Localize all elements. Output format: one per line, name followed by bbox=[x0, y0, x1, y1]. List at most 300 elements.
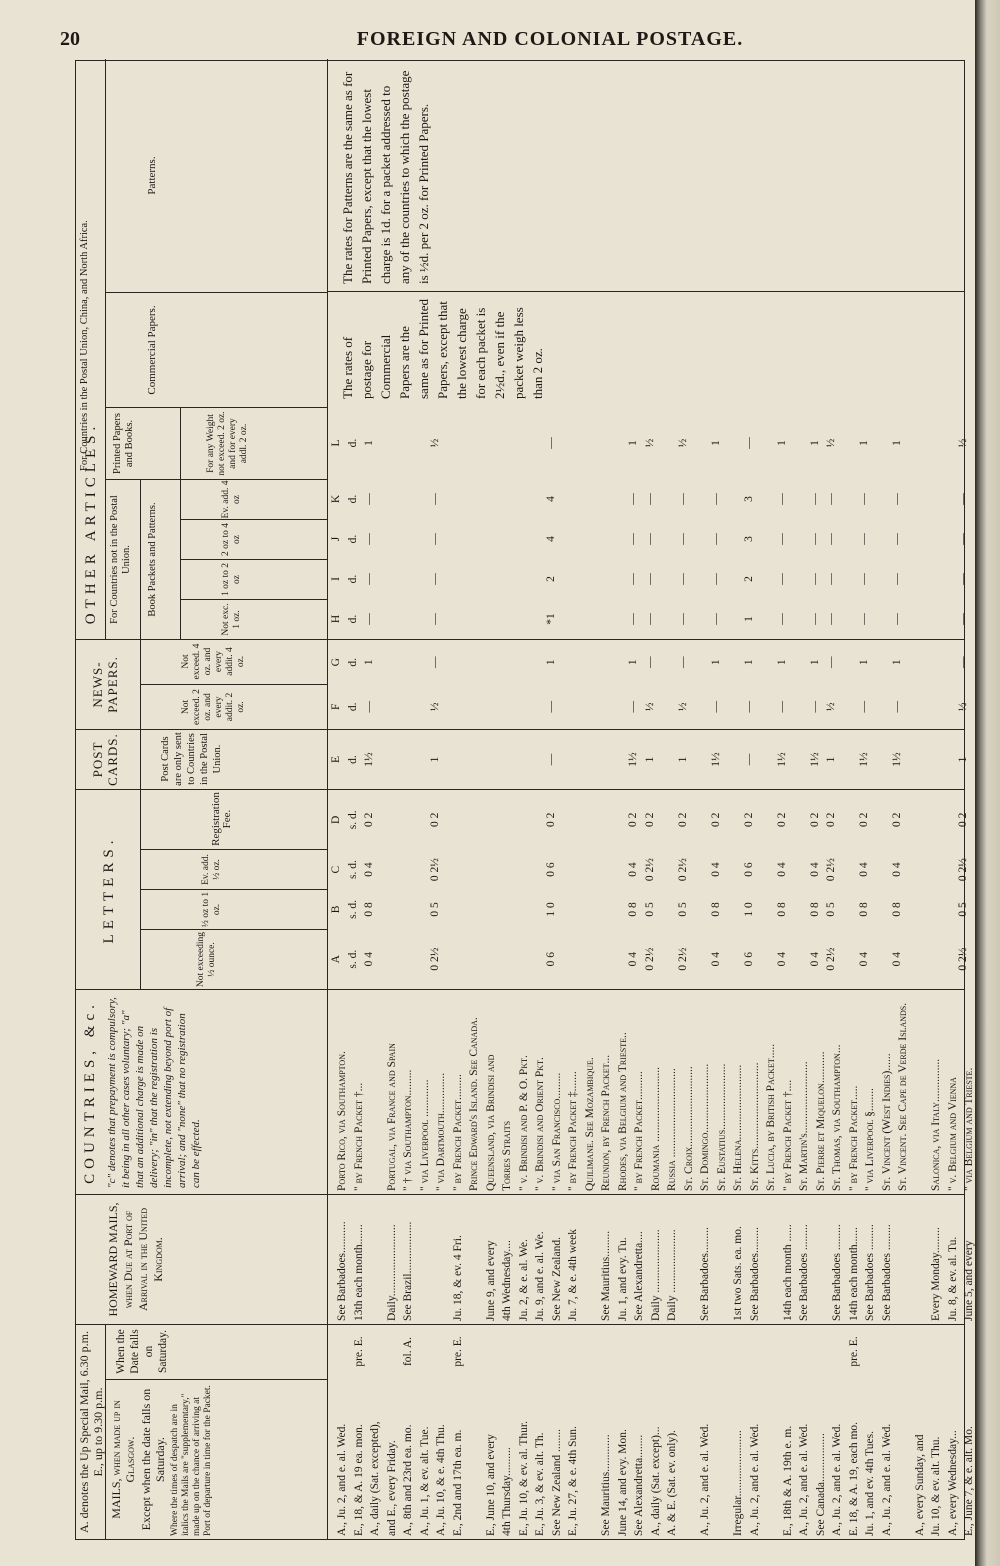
other-articles-cell: 1 bbox=[627, 440, 639, 446]
other-articles-cell bbox=[477, 479, 494, 519]
other-articles-cell bbox=[460, 599, 477, 639]
newspapers-cell bbox=[873, 640, 890, 685]
other-articles-cell bbox=[790, 479, 807, 519]
letters-cell bbox=[724, 790, 741, 850]
other-articles-row bbox=[741, 407, 758, 639]
letters-cell: 0 6 bbox=[742, 862, 755, 877]
homeward-row: Daily......................... bbox=[385, 1224, 398, 1321]
letters-row bbox=[592, 790, 609, 989]
post-cards-cell bbox=[592, 730, 609, 789]
other-articles-cell bbox=[691, 519, 708, 559]
newspapers-cell: — bbox=[891, 701, 903, 713]
newspapers-cell: 1 bbox=[627, 659, 639, 666]
saturday-row bbox=[829, 1324, 846, 1379]
post-cards-cell bbox=[691, 730, 708, 789]
newspapers-cell bbox=[493, 685, 510, 730]
newspapers-cell bbox=[691, 640, 708, 685]
other-articles-cell bbox=[460, 519, 477, 559]
other-articles-cell bbox=[526, 479, 543, 519]
country-row: Reunion, by French Packet... bbox=[600, 1054, 612, 1191]
other-articles-row bbox=[823, 407, 840, 639]
saturday-row bbox=[714, 1324, 731, 1379]
letters-cell bbox=[559, 890, 576, 930]
other-articles-cell bbox=[873, 559, 890, 599]
other-sub-k: Ev. add. 4 oz bbox=[181, 479, 328, 519]
other-sub-l: For any Weight not exceed. 2 oz. and for every addl. 2 oz. bbox=[181, 407, 328, 479]
letters-cell bbox=[906, 890, 923, 930]
other-articles-cell: — bbox=[775, 573, 788, 585]
mails-row: Irregular....................... bbox=[732, 1430, 744, 1536]
newspapers-cell bbox=[477, 685, 494, 730]
other-articles-cell bbox=[840, 519, 857, 559]
newspapers-cell: — bbox=[957, 656, 969, 668]
post-cards-note: Post Cards are only sent to Countries in the Postal Union. bbox=[141, 729, 328, 789]
newspapers-cell bbox=[939, 685, 956, 730]
newspapers-row bbox=[576, 640, 593, 729]
country-row: St. Thomas, via Southampton... bbox=[831, 1044, 843, 1191]
newspapers-row bbox=[939, 640, 956, 729]
other-articles-cell bbox=[592, 479, 609, 519]
mails-row: E., 18th & A. 19th e. m. bbox=[781, 1425, 794, 1536]
other-articles-row bbox=[625, 407, 642, 639]
newspapers-cell bbox=[840, 640, 857, 685]
letters-grid bbox=[328, 790, 1000, 989]
newspapers-cell bbox=[510, 640, 527, 685]
printed-papers-heading: Printed Papers and Books. bbox=[106, 407, 181, 479]
newspapers-row bbox=[906, 640, 923, 729]
other-articles-cell bbox=[939, 559, 956, 599]
country-row: " v. Brindisi and P. & O. Pkt. bbox=[517, 1055, 530, 1191]
post-cards-cell: — bbox=[742, 753, 755, 766]
other-articles-cell: — bbox=[363, 573, 375, 585]
newspapers-cell bbox=[378, 640, 395, 685]
other-articles-cell bbox=[493, 479, 510, 519]
letters-cell: 0 2 bbox=[957, 812, 969, 828]
other-articles-row bbox=[856, 407, 873, 639]
other-articles-cell bbox=[477, 519, 494, 559]
newspapers-row bbox=[691, 640, 708, 729]
other-sub-h: Not exc. 1 oz. bbox=[181, 599, 328, 639]
newspapers-row bbox=[493, 640, 510, 729]
other-articles-cell: — bbox=[429, 493, 441, 505]
newspapers-cell bbox=[906, 640, 923, 685]
other-articles-cell bbox=[724, 479, 741, 519]
newspapers-cell: 1 bbox=[808, 659, 821, 666]
post-cards-cell bbox=[873, 730, 890, 789]
mails-row: See Mauritius............. bbox=[600, 1434, 612, 1536]
letters-cell bbox=[939, 790, 956, 850]
mails-row: E. 18, & A. 19, each mo. bbox=[847, 1421, 860, 1536]
other-articles-cell: — bbox=[957, 613, 969, 625]
other-sub-j: 2 oz to 4 oz bbox=[181, 519, 328, 559]
post-cards-cell: 1½ bbox=[858, 752, 870, 767]
newspapers-cell bbox=[394, 685, 411, 730]
newspapers-cell: 1 bbox=[363, 659, 375, 666]
mails-row: A., Ju. 2, and e. al. Wed. bbox=[880, 1423, 893, 1536]
country-row: " v. Brindisi and Orient Pkt. bbox=[534, 1057, 546, 1191]
letters-row bbox=[658, 790, 675, 989]
other-articles-cell bbox=[477, 407, 494, 479]
other-articles-cell: — bbox=[429, 533, 441, 545]
newspapers-cell bbox=[526, 640, 543, 685]
letters-cell bbox=[873, 850, 890, 890]
letters-cell bbox=[526, 790, 543, 850]
country-row: " by French Packet †.... bbox=[781, 1079, 794, 1191]
post-cards-cell: 1 bbox=[825, 756, 837, 763]
page-number: 20 bbox=[60, 28, 80, 50]
newspapers-cell bbox=[592, 685, 609, 730]
other-articles-cell bbox=[411, 599, 428, 639]
country-row: St. Pierre et Miquelon........... bbox=[814, 1051, 827, 1191]
letters-cell: 0 2½ bbox=[676, 858, 689, 882]
country-row: Quilimane. See Mozambique. bbox=[583, 1057, 596, 1191]
letters-cell bbox=[757, 890, 774, 930]
other-articles-cell bbox=[510, 559, 527, 599]
mails-row: E., Ju. 10, & ev. al. Thur. bbox=[517, 1421, 530, 1536]
other-articles-cell: d. bbox=[346, 494, 359, 504]
mails-row: A., daily (Sat. excepted), bbox=[369, 1421, 381, 1536]
newspapers-cell bbox=[691, 685, 708, 730]
letters-cell bbox=[691, 850, 708, 890]
letters-cell: 0 2 bbox=[858, 812, 870, 828]
country-row: St. Vincent (West Indies)...... bbox=[880, 1053, 893, 1191]
newspapers-cell bbox=[444, 685, 461, 730]
other-articles-cell bbox=[510, 519, 527, 559]
letters-row bbox=[708, 790, 725, 989]
other-articles-cell: — bbox=[627, 533, 639, 545]
letters-cell: C bbox=[330, 865, 342, 874]
mails-row bbox=[466, 1376, 483, 1536]
letters-cell bbox=[493, 890, 510, 930]
homeward-row: Every Monday......... bbox=[930, 1227, 942, 1321]
country-row: Porto Rico, via Southampton. bbox=[336, 1051, 348, 1191]
homeward-row: See Barbadoes......... bbox=[699, 1227, 711, 1321]
mails-row: E., 18, & A. 19 ea. mon. bbox=[352, 1424, 365, 1536]
letters-cell bbox=[906, 850, 923, 890]
other-articles-row bbox=[592, 407, 609, 639]
other-articles-cell bbox=[394, 599, 411, 639]
newspapers-row bbox=[823, 640, 840, 729]
other-articles-cell: — bbox=[858, 493, 870, 505]
letters-cell bbox=[411, 790, 428, 850]
newspapers-cell: — bbox=[627, 701, 639, 713]
letters-cell: 0 4 bbox=[627, 862, 639, 877]
letters-row bbox=[906, 790, 923, 989]
other-articles-row bbox=[708, 407, 725, 639]
other-articles-cell: — bbox=[825, 613, 837, 625]
other-articles-cell bbox=[906, 599, 923, 639]
other-articles-cell bbox=[411, 559, 428, 599]
homeward-row: 1st two Sats. ea. mo. bbox=[732, 1226, 744, 1321]
newspapers-row bbox=[411, 640, 428, 729]
newspapers-row bbox=[378, 640, 395, 729]
homeward-row bbox=[417, 1195, 434, 1321]
letters-cell bbox=[394, 790, 411, 850]
other-articles-cell: 1 bbox=[742, 616, 755, 622]
letters-cell bbox=[691, 790, 708, 850]
post-cards-cell: E bbox=[330, 755, 342, 764]
letters-cell bbox=[477, 850, 494, 890]
newspapers-cell: G bbox=[330, 658, 342, 667]
letters-cell: 0 4 bbox=[775, 862, 788, 877]
letters-cell bbox=[790, 790, 807, 850]
other-articles-cell: — bbox=[627, 573, 639, 585]
other-articles-cell bbox=[592, 407, 609, 479]
other-articles-cell: *1 bbox=[544, 613, 557, 625]
other-articles-row bbox=[427, 407, 444, 639]
country-row: Rhodes, via Belgium and Trieste.. bbox=[616, 1032, 629, 1191]
letters-cell bbox=[840, 850, 857, 890]
letters-cell bbox=[460, 929, 477, 989]
letters-cell: 0 5 bbox=[429, 902, 441, 917]
country-row: Portugal, via France and Spain bbox=[385, 1043, 398, 1191]
other-articles-row bbox=[922, 407, 939, 639]
other-articles-row bbox=[378, 407, 395, 639]
newspapers-cell: — bbox=[429, 656, 441, 668]
newspapers-cell: ½ bbox=[676, 702, 689, 712]
patterns-note: The rates for Patterns are the same as for Printed Papers, except that the lowest charge is 1d. for a packet addressed to any of the countries to which the postage is ½d. per 2 oz. for Printed Papers. bbox=[340, 70, 431, 284]
letters-cell: A bbox=[330, 955, 342, 964]
country-row: " † via Southampton......... bbox=[402, 1069, 414, 1191]
letters-cell: 0 2 bbox=[363, 812, 375, 828]
letters-cell: 0 2 bbox=[643, 812, 656, 828]
letters-cell bbox=[757, 790, 774, 850]
other-articles-row bbox=[460, 407, 477, 639]
letters-cell bbox=[609, 929, 626, 989]
newspapers-row bbox=[460, 640, 477, 729]
newspapers-cell bbox=[444, 640, 461, 685]
newspapers-cell bbox=[576, 640, 593, 685]
letters-row bbox=[724, 790, 741, 989]
other-articles-row bbox=[906, 407, 923, 639]
letters-row bbox=[790, 790, 807, 989]
post-cards-cell: 1½ bbox=[709, 752, 722, 767]
other-articles-cell bbox=[609, 519, 626, 559]
newspapers-row bbox=[724, 640, 741, 729]
country-row: " via Dartmouth.............. bbox=[435, 1072, 447, 1191]
letters-cell bbox=[757, 929, 774, 989]
newspapers-sub-g: Not exceed. 4 oz. and every addit. 4 oz. bbox=[141, 639, 328, 684]
other-articles-cell: — bbox=[891, 613, 903, 625]
other-articles-cell: 2 bbox=[742, 576, 755, 582]
other-articles-cell: — bbox=[544, 437, 557, 449]
other-articles-cell: ½ bbox=[957, 438, 969, 448]
other-articles-cell bbox=[873, 599, 890, 639]
saturday-row bbox=[928, 1324, 945, 1379]
newspapers-cell bbox=[559, 685, 576, 730]
homeward-row: See Barbadoes ......... bbox=[864, 1224, 876, 1321]
letters-cell bbox=[691, 929, 708, 989]
other-articles-cell: — bbox=[676, 493, 689, 505]
newspapers-cell: — bbox=[825, 656, 837, 668]
other-articles-cell: 1 bbox=[858, 440, 870, 446]
mails-row: 4th Thursday.......... bbox=[501, 1447, 513, 1536]
other-articles-cell bbox=[873, 479, 890, 519]
other-articles-cell: — bbox=[676, 573, 689, 585]
letters-cell bbox=[576, 790, 593, 850]
other-articles-cell bbox=[724, 407, 741, 479]
letters-cell: 0 4 bbox=[775, 951, 788, 967]
country-row: Prince Edward's Island. See Canada. bbox=[468, 1017, 480, 1191]
newspapers-row bbox=[477, 640, 494, 729]
letters-cell bbox=[559, 790, 576, 850]
letters-row bbox=[873, 790, 890, 989]
other-articles-cell bbox=[939, 519, 956, 559]
letters-cell bbox=[658, 890, 675, 930]
other-articles-heading: OTHER ARTICLES. bbox=[83, 421, 99, 625]
other-articles-row bbox=[807, 407, 824, 639]
other-articles-cell: — bbox=[363, 533, 375, 545]
newspapers-row bbox=[807, 640, 824, 729]
other-articles-cell bbox=[790, 599, 807, 639]
other-articles-cell bbox=[724, 599, 741, 639]
homeward-row: Daily ...................... bbox=[666, 1229, 678, 1321]
country-row: St. Domingo........................ bbox=[699, 1063, 711, 1191]
letters-cell: 0 2 bbox=[742, 812, 755, 828]
page-gutter bbox=[975, 0, 1000, 1566]
country-row: Queensland, via Brindisi and bbox=[484, 1054, 497, 1191]
other-articles-cell: — bbox=[775, 493, 788, 505]
newspapers-row bbox=[625, 640, 642, 729]
newspapers-row bbox=[856, 640, 873, 729]
other-articles-cell bbox=[922, 479, 939, 519]
other-articles-cell bbox=[609, 479, 626, 519]
newspapers-row bbox=[559, 640, 576, 729]
letters-cell bbox=[510, 790, 527, 850]
country-row bbox=[367, 990, 384, 1191]
newspapers-cell: 1 bbox=[891, 659, 903, 666]
newspapers-cell bbox=[493, 640, 510, 685]
newspapers-cell bbox=[378, 685, 395, 730]
letters-cell: 0 4 bbox=[363, 951, 375, 967]
letters-sub-b: ½ oz to 1 oz. bbox=[141, 889, 328, 929]
other-articles-cell bbox=[691, 599, 708, 639]
other-articles-cell bbox=[444, 599, 461, 639]
mails-row: June 14, and evy. Mon. bbox=[616, 1429, 629, 1536]
homeward-row: See Barbadoes......... bbox=[748, 1227, 761, 1321]
letters-cell bbox=[378, 929, 395, 989]
country-row: St. Croix............................ bbox=[682, 1066, 695, 1191]
other-articles-cell: — bbox=[676, 613, 689, 625]
other-articles-row bbox=[576, 407, 593, 639]
newspapers-cell bbox=[460, 685, 477, 730]
letters-cell bbox=[510, 850, 527, 890]
letters-cell: 0 2½ bbox=[429, 947, 441, 971]
mails-row: A., every Sunday, and bbox=[913, 1434, 926, 1536]
letters-cell: 0 8 bbox=[858, 902, 870, 917]
other-articles-row bbox=[493, 407, 510, 639]
letters-cell: 0 2 bbox=[429, 812, 441, 828]
newspapers-row bbox=[427, 640, 444, 729]
commercial-heading: Commercial Papers. bbox=[106, 292, 328, 407]
letters-cell: 0 4 bbox=[709, 951, 722, 967]
other-articles-cell: — bbox=[627, 493, 639, 505]
letters-sub-d: Registration Fee. bbox=[141, 789, 328, 849]
homeward-row: Ju. 18, & ev. 4 Fri. bbox=[451, 1235, 464, 1321]
other-articles-cell: — bbox=[858, 573, 870, 585]
saturday-row bbox=[516, 1324, 533, 1379]
mails-row: A., Ju. 2, and e. al. Wed. bbox=[336, 1423, 348, 1536]
other-articles-cell: — bbox=[363, 493, 375, 505]
letters-cell: 0 4 bbox=[709, 862, 722, 877]
saturday-row bbox=[549, 1324, 566, 1379]
country-row: " by French Packet †... bbox=[352, 1082, 365, 1191]
letters-cell bbox=[840, 890, 857, 930]
other-articles-cell bbox=[576, 479, 593, 519]
letters-cell bbox=[510, 929, 527, 989]
mails-heading-2: Except when the date falls on Saturday. bbox=[139, 1388, 167, 1531]
other-articles-cell: 1 bbox=[891, 440, 903, 446]
other-articles-cell bbox=[460, 479, 477, 519]
letters-cell bbox=[576, 850, 593, 890]
newspapers-cell bbox=[658, 640, 675, 685]
other-articles-cell bbox=[658, 519, 675, 559]
mails-row: and E., every Friday. bbox=[385, 1440, 398, 1536]
newspapers-cell: F bbox=[330, 703, 342, 710]
letters-row bbox=[823, 790, 840, 989]
saturday-row bbox=[912, 1324, 929, 1379]
newspapers-cell bbox=[576, 685, 593, 730]
saturday-row bbox=[813, 1324, 830, 1379]
other-articles-cell: — bbox=[957, 493, 969, 505]
homeward-row bbox=[912, 1195, 929, 1321]
other-articles-cell bbox=[378, 559, 395, 599]
other-articles-cell bbox=[378, 479, 395, 519]
country-row: St. Kitts.............................. bbox=[748, 1062, 761, 1191]
letters-cell bbox=[658, 790, 675, 850]
letters-cell bbox=[840, 929, 857, 989]
mails-rows bbox=[334, 1376, 994, 1539]
letters-cell bbox=[444, 890, 461, 930]
other-articles-cell: — bbox=[709, 613, 722, 625]
letters-row bbox=[328, 790, 345, 989]
letters-cell bbox=[873, 929, 890, 989]
saturday-row bbox=[796, 1324, 813, 1379]
letters-cell: 0 6 bbox=[544, 951, 557, 967]
other-articles-cell bbox=[493, 407, 510, 479]
other-articles-cell: — bbox=[742, 437, 755, 449]
saturday-row bbox=[730, 1324, 747, 1379]
letters-cell: 0 8 bbox=[363, 902, 375, 917]
mails-row: A., Ju. 2, and e. al. Wed. bbox=[831, 1423, 843, 1536]
saturday-row bbox=[417, 1324, 434, 1379]
other-articles-cell bbox=[906, 559, 923, 599]
other-articles-cell: — bbox=[891, 533, 903, 545]
country-row: Torres Straits bbox=[501, 1120, 513, 1191]
letters-heading: LETTERS. bbox=[101, 835, 117, 944]
other-articles-cell: — bbox=[363, 613, 375, 625]
letters-cell: s. d. bbox=[346, 949, 359, 969]
other-articles-cell: d. bbox=[346, 438, 359, 448]
other-articles-cell: — bbox=[775, 613, 788, 625]
letters-cell bbox=[757, 850, 774, 890]
page-header bbox=[0, 0, 975, 60]
other-articles-cell bbox=[939, 479, 956, 519]
homeward-rows bbox=[334, 1195, 994, 1324]
letters-cell bbox=[790, 929, 807, 989]
letters-cell bbox=[873, 890, 890, 930]
homeward-row: Ju. 2, & e. al. We. bbox=[517, 1239, 530, 1321]
letters-cell: 0 4 bbox=[808, 951, 821, 967]
letters-cell bbox=[460, 790, 477, 850]
homeward-row: See Barbadoes ......... bbox=[831, 1224, 843, 1321]
other-articles-cell: 1 bbox=[775, 440, 788, 446]
letters-sub-a: Not exceeding ½ ounce. bbox=[141, 929, 328, 989]
other-articles-row bbox=[444, 407, 461, 639]
letters-cell: 0 8 bbox=[891, 902, 903, 917]
other-articles-cell bbox=[873, 519, 890, 559]
letters-cell: D bbox=[330, 815, 342, 825]
